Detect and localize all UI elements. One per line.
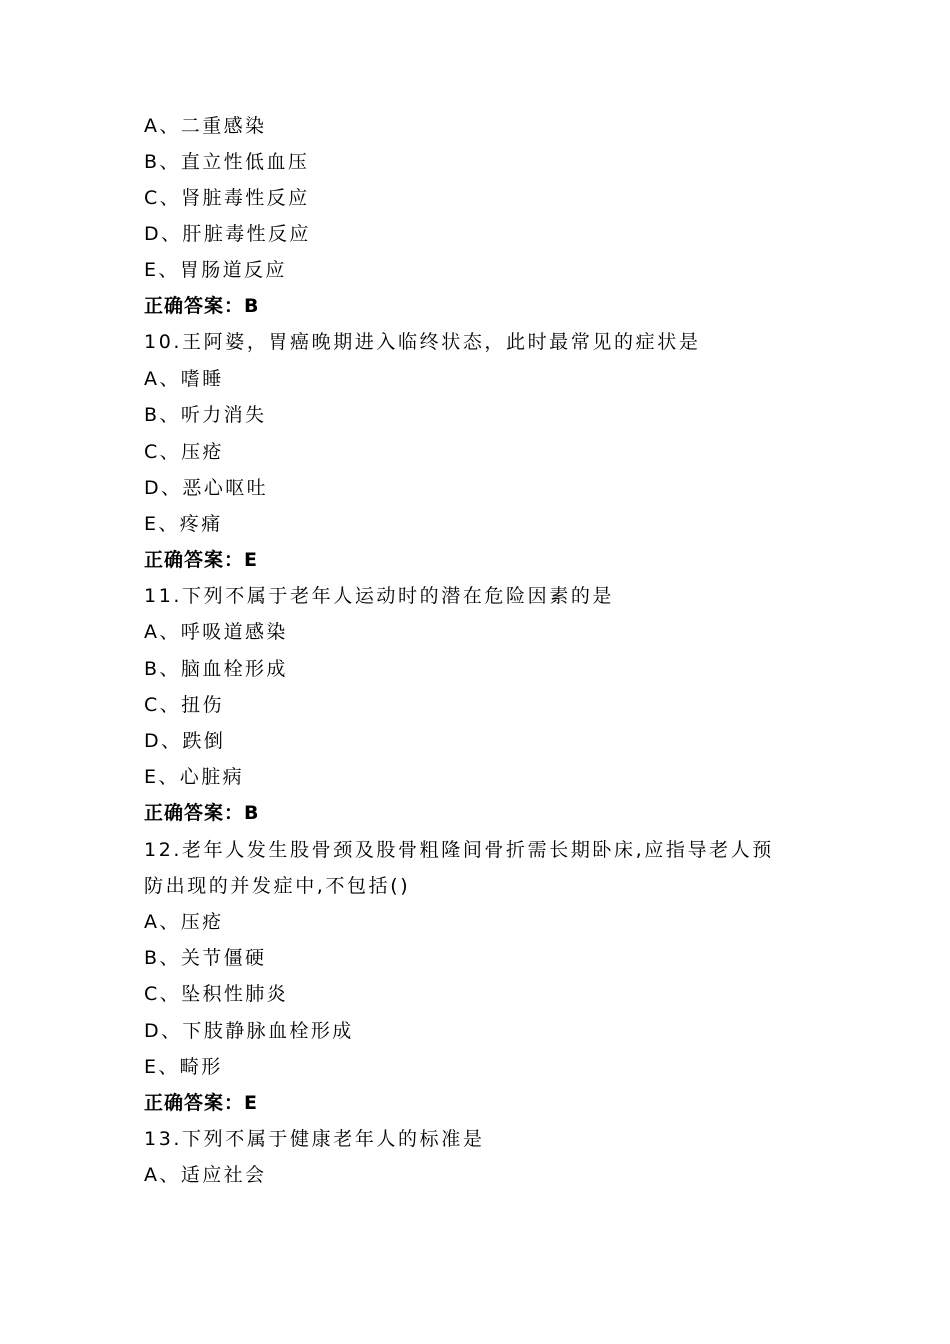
- option-line: A、二重感染: [144, 115, 267, 137]
- option-line: E、心脏病: [144, 766, 245, 788]
- option-line: C、扭伤: [144, 694, 224, 716]
- option-line: D、跌倒: [144, 730, 226, 752]
- option-line: E、胃肠道反应: [144, 259, 287, 281]
- option-line: C、压疮: [144, 441, 224, 463]
- option-line: B、直立性低血压: [144, 151, 310, 173]
- question-line: 12.老年人发生股骨颈及股骨粗隆间骨折需长期卧床,应指导老人预: [144, 839, 774, 861]
- option-line: B、听力消失: [144, 404, 267, 426]
- question-line: 防出现的并发症中,不包括(): [144, 875, 411, 897]
- answer-line: 正确答案：E: [144, 1092, 258, 1114]
- answer-line: 正确答案：E: [144, 549, 258, 571]
- option-line: B、脑血栓形成: [144, 658, 288, 680]
- option-line: E、畸形: [144, 1056, 223, 1078]
- answer-line: 正确答案：B: [144, 295, 260, 317]
- answer-line: 正确答案：B: [144, 802, 260, 824]
- question-line: 10.王阿婆，胃癌晚期进入临终状态，此时最常见的症状是: [144, 331, 701, 353]
- option-line: C、坠积性肺炎: [144, 983, 289, 1005]
- option-line: B、关节僵硬: [144, 947, 267, 969]
- option-line: D、肝脏毒性反应: [144, 223, 311, 245]
- option-line: A、呼吸道感染: [144, 621, 288, 643]
- option-line: A、适应社会: [144, 1164, 267, 1186]
- option-line: D、下肢静脉血栓形成: [144, 1020, 354, 1042]
- option-line: D、恶心呕吐: [144, 477, 269, 499]
- question-line: 11.下列不属于老年人运动时的潜在危险因素的是: [144, 585, 615, 607]
- option-line: E、疼痛: [144, 513, 223, 535]
- option-line: C、肾脏毒性反应: [144, 187, 310, 209]
- option-line: A、压疮: [144, 911, 224, 933]
- question-line: 13.下列不属于健康老年人的标准是: [144, 1128, 485, 1150]
- option-line: A、嗜睡: [144, 368, 224, 390]
